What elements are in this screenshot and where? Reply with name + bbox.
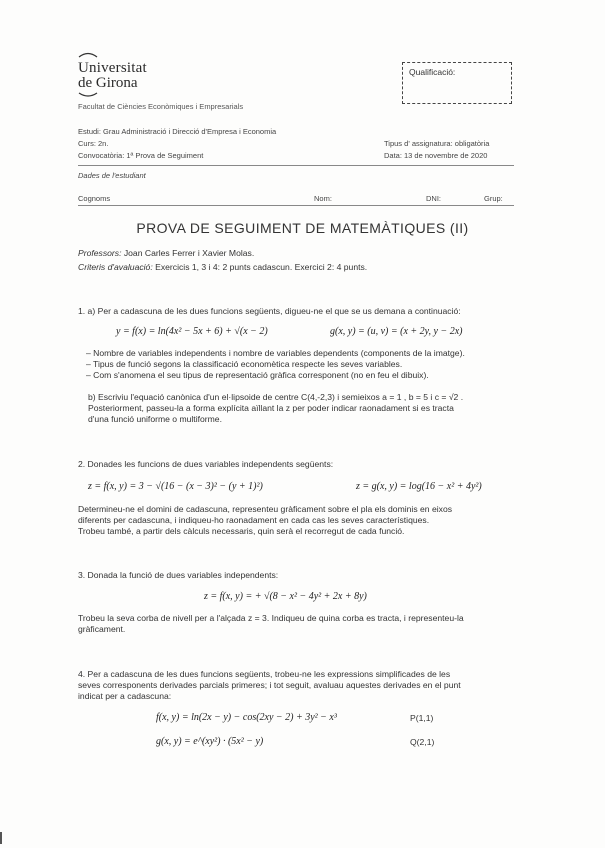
q4-line-2: seves corresponents derivades parcials primeres; i tot seguit, avaluau aquestes derivades en el punt bbox=[78, 680, 461, 690]
surname-label: Cognoms bbox=[78, 194, 111, 203]
q1-bullet-2: – Tipus de funció segons la classificació economètica respecte les seves variables. bbox=[86, 359, 403, 369]
qualification-label: Qualificació: bbox=[409, 67, 456, 77]
q1-function-g: g(x, y) = (u, v) = (x + 2y, y − 2x) bbox=[330, 326, 463, 337]
q3-line-2: gràficament. bbox=[78, 624, 126, 634]
university-name-line1: Universitat bbox=[78, 60, 147, 76]
faculty-name: Facultat de Ciències Econòmiques i Empresarials bbox=[78, 102, 244, 111]
q2-line-3: Trobeu també, a partir dels càlculs necessaris, quin serà el recorregut de cada funció. bbox=[78, 526, 405, 536]
q4-line-1: 4. Per a cadascuna de les dues funcions següents, trobeu-ne les expressions simplificades de les bbox=[78, 669, 451, 679]
q2-function-g: z = g(x, y) = log(16 − x² + 4y²) bbox=[356, 481, 482, 492]
call-line: Convocatòria: 1ª Prova de Seguiment bbox=[78, 151, 204, 160]
exam-title: PROVA DE SEGUIMENT DE MATEMÀTIQUES (II) bbox=[136, 220, 469, 236]
name-label: Nom: bbox=[314, 194, 332, 203]
professors-names: Joan Carles Ferrer i Xavier Molas. bbox=[123, 248, 255, 258]
scan-edge-mark bbox=[0, 832, 2, 844]
dni-label: DNI: bbox=[426, 194, 441, 203]
q1-intro: 1. a) Per a cadascuna de les dues funcions següents, digueu-ne el que se us demana a continuació: bbox=[78, 306, 461, 316]
student-section-label: Dades de l'estudiant bbox=[78, 171, 146, 180]
q2-line-1: Determineu-ne el domini de cadascuna, representeu gràficament sobre el pla els dominis en eixos bbox=[78, 504, 453, 514]
q1-bullet-3: – Com s'anomena el seu tipus de representació gràfica corresponent (no en feu el dibuix). bbox=[86, 370, 429, 380]
q2-intro: 2. Donades les funcions de dues variables independents següents: bbox=[78, 459, 334, 469]
q2-line-2: diferents per cadascuna, i indiqueu-ho raonadament en cada cas les seves característiques. bbox=[78, 515, 430, 525]
exam-date: Data: 13 de novembre de 2020 bbox=[384, 151, 488, 160]
professors-label: Professors: bbox=[78, 248, 122, 258]
subject-type-line: Tipus d' assignatura: obligatòria bbox=[384, 139, 490, 148]
q1-function-f: y = f(x) = ln(4x² − 5x + 6) + √(x − 2) bbox=[116, 326, 268, 337]
q4-function-f: f(x, y) = ln(2x − y) − cos(2xy − 2) + 3y² − x³ bbox=[156, 712, 337, 723]
course-line: Curs: 2n. bbox=[78, 139, 109, 148]
q1b-line-2: Posteriorment, passeu-la a forma explícita aïllant la z per poder indicar raonadament si es tracta bbox=[88, 403, 454, 413]
q1-bullet-1: – Nombre de variables independents i nombre de variables dependents (components de la imatge). bbox=[86, 348, 465, 358]
q4-point-p: P(1,1) bbox=[410, 713, 434, 723]
university-name-line2: de Girona bbox=[78, 75, 138, 91]
q4-point-q: Q(2,1) bbox=[410, 737, 435, 747]
criteria-text: Exercicis 1, 3 i 4: 2 punts cadascun. Exercici 2: 4 punts. bbox=[155, 262, 368, 272]
q1b-line-3: d'una funció uniforme o multiforme. bbox=[88, 414, 222, 424]
university-logo-swoosh-icon bbox=[78, 92, 98, 98]
q3-line-1: Trobeu la seva corba de nivell per a l'alçada z = 3. Indiqueu de quina corba es tracta, i representeu-la bbox=[78, 613, 464, 623]
q1b-line-1: b) Escriviu l'equació canònica d'un el·lipsoide de centre C(4,-2,3) i semieixos a = 1 , b = 5 i c = √2 . bbox=[88, 392, 464, 402]
separator-line bbox=[78, 165, 514, 166]
studies-line: Estudi: Grau Administració i Direcció d'Empresa i Economia bbox=[78, 127, 277, 136]
q3-intro: 3. Donada la funció de dues variables independents: bbox=[78, 570, 279, 580]
university-logo-mark-icon bbox=[78, 50, 98, 58]
q4-function-g: g(x, y) = e^(xy²) · (5x² − y) bbox=[156, 736, 264, 747]
q2-function-f: z = f(x, y) = 3 − √(16 − (x − 3)² − (y + 1)²) bbox=[88, 481, 263, 492]
q4-line-3: indicat per a cadascuna: bbox=[78, 691, 172, 701]
separator-line bbox=[78, 205, 514, 206]
group-label: Grup: bbox=[484, 194, 503, 203]
criteria-label: Criteris d'avaluació: bbox=[78, 262, 153, 272]
q3-function-f: z = f(x, y) = + √(8 − x² − 4y² + 2x + 8y) bbox=[204, 591, 367, 602]
